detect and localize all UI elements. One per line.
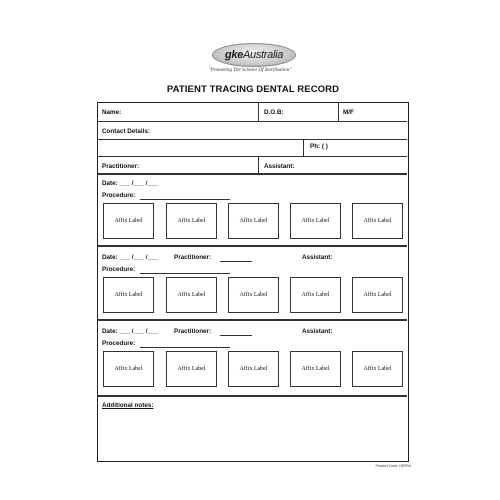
affix-label-box[interactable]: Affix Label	[290, 203, 341, 239]
affix-label-box[interactable]: Affix Label	[290, 351, 341, 387]
section-2-assistant-label: Assistant:	[302, 254, 333, 261]
affix-label-box[interactable]: Affix Label	[103, 277, 154, 313]
affix-label-box[interactable]: Affix Label	[228, 351, 279, 387]
logo-brand-bold: gke	[224, 49, 243, 61]
gke-australia-logo	[212, 43, 296, 67]
logo-brand-rest: Australia	[242, 49, 284, 61]
section-1-date: Date: ___ /___ /___	[102, 180, 159, 187]
section-2-practitioner-label: Practitioner:	[174, 254, 212, 261]
contact-details-label: Contact Details:	[102, 128, 150, 135]
affix-label-box[interactable]: Affix Label	[166, 203, 217, 239]
section-1-procedure-label: Procedure:	[102, 192, 136, 199]
brand-tagline: "Promoting The Science Of Sterilisation"	[208, 68, 292, 73]
practitioner-label: Practitioner:	[102, 163, 140, 170]
section-3-practitioner-label: Practitioner:	[174, 328, 212, 335]
affix-label-box[interactable]: Affix Label	[352, 351, 403, 387]
sex-label: M/F	[343, 109, 354, 116]
affix-label-box[interactable]: Affix Label	[103, 351, 154, 387]
section-3-assistant-label: Assistant:	[302, 328, 333, 335]
affix-label-box[interactable]: Affix Label	[166, 277, 217, 313]
assistant-label: Assistant:	[264, 163, 295, 170]
additional-notes-label: Additional notes:	[102, 402, 154, 409]
affix-label-box[interactable]: Affix Label	[228, 203, 279, 239]
affix-label-box[interactable]: Affix Label	[103, 203, 154, 239]
product-code: Product Code: DRP04	[375, 464, 411, 468]
phone-label: Ph: ( )	[310, 143, 328, 150]
dob-label: D.O.B:	[264, 109, 284, 116]
section-3-procedure-label: Procedure:	[102, 340, 136, 347]
affix-label-box[interactable]: Affix Label	[352, 203, 403, 239]
affix-label-box[interactable]: Affix Label	[228, 277, 279, 313]
affix-label-box[interactable]: Affix Label	[290, 277, 341, 313]
affix-label-box[interactable]: Affix Label	[352, 277, 403, 313]
section-3-date: Date: ___ /___ /___	[102, 328, 159, 335]
name-label: Name:	[102, 109, 122, 116]
dental-record-form	[97, 102, 409, 462]
section-2-date: Date: ___ /___ /___	[102, 254, 159, 261]
section-2-procedure-label: Procedure:	[102, 266, 136, 273]
affix-label-box[interactable]: Affix Label	[166, 351, 217, 387]
document-title: PATIENT TRACING DENTAL RECORD	[166, 84, 340, 95]
